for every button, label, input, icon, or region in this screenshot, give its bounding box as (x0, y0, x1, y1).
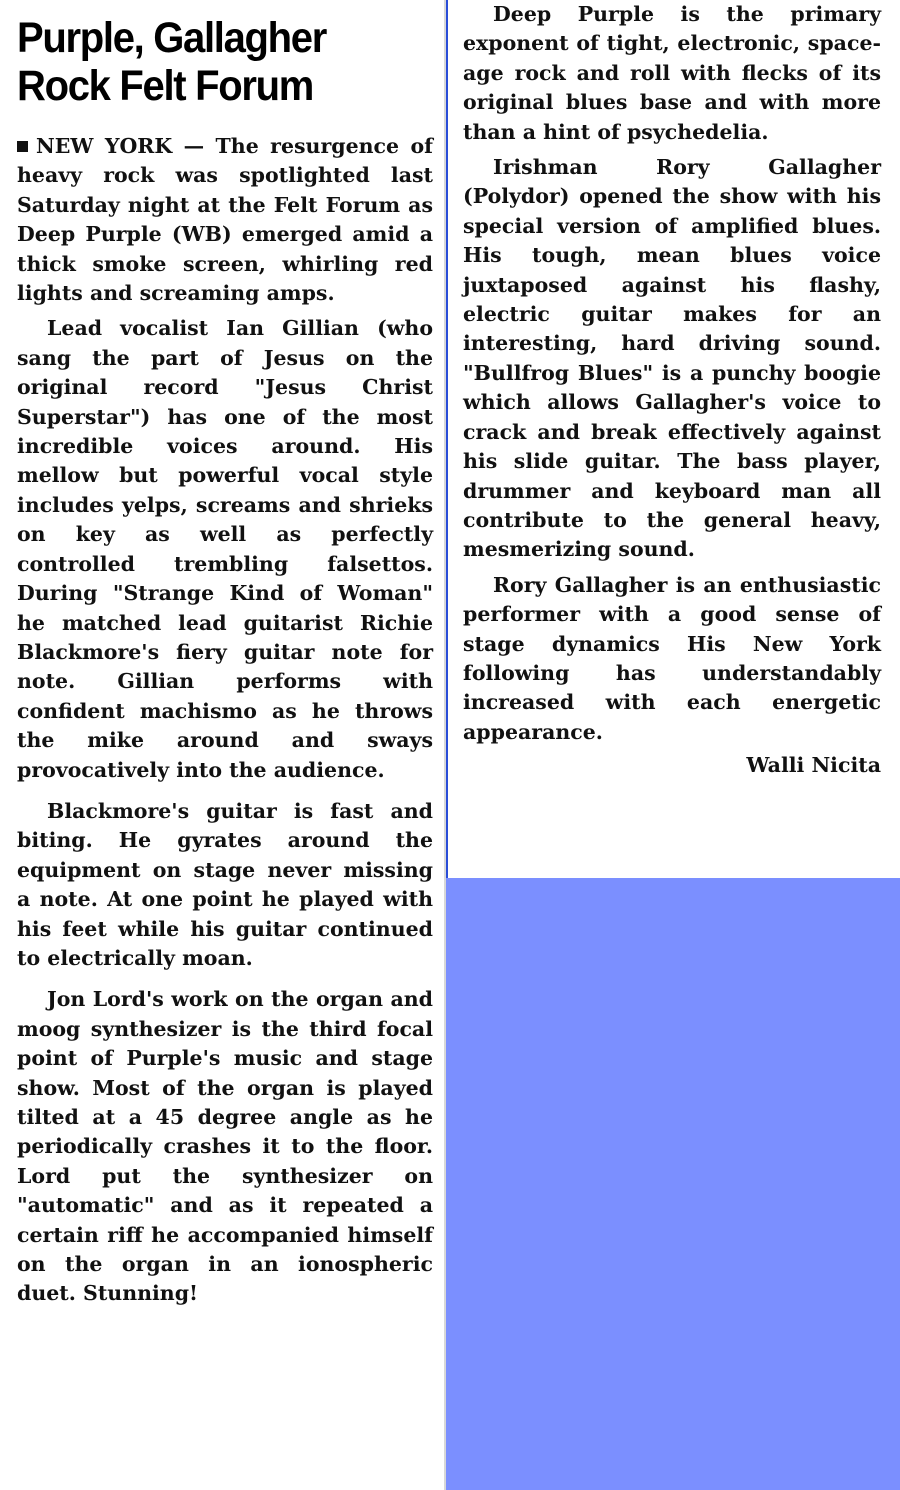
headline-line-2: Rock Felt Forum (17, 62, 313, 110)
dateline: NEW YORK — (36, 134, 205, 158)
paragraph-lord: Jon Lord's work on the organ and moog synthesizer is the third focal point of Purple's music and stage show. Most of the organ is played tilted at a 45 degree angle as he periodically crashes it to the floor. Lord put the synthesizer on "automatic" and as it repeated a certain riff he accompanied himself on the organ in an ionospheric duet. Stunning! (17, 987, 433, 1306)
bullet-icon (17, 141, 28, 152)
blue-background-fill (446, 878, 900, 1490)
lead-text: The resurgence of heavy rock was spotlighted last Saturday night at the Felt Forum as Deep Purple (WB) emerged amid a thick smoke screen, whirling red lights and screaming amps. (17, 134, 433, 306)
right-article-column (463, 0, 881, 781)
paragraph-blackmore: Blackmore's guitar is fast and biting. He gyrates around the equipment on stage never missing a note. At one point he played with his feet while his guitar continued to electrically moan. (17, 798, 433, 970)
paragraph-gillian: Lead vocalist Ian Gillian (who sang the part of Jesus on the original record "Jesus Christ Superstar") has one of the most incredible voices around. His mellow but powerful vocal style includes yelps, screams and shrieks on key as well as perfectly controlled trembling falsettos. During "Strange Kind of Woman" he matched lead guitarist Richie Blackmore's fiery guitar note for note. Gillian performs with confident machismo as he throws the mike around and sways provocatively into the audience. (17, 316, 433, 782)
paragraph-deep-purple: Deep Purple is the primary exponent of tight, electronic, space-age rock and roll with flecks of its original blues base and with more than a hint of psychedelia. (463, 2, 881, 144)
paragraph-gallagher: Irishman Rory Gallagher (Polydor) opened the show with his special version of amplified blues. His tough, mean blues voice juxtaposed against his flashy, electric guitar makes for an interesting, hard driving sound. "Bullfrog Blues" is a punchy boogie which allows Gallagher's voice to crack and break effectively against his slide guitar. The bass player, drummer and keyboard man all contribute to the general heavy, mesmerizing sound. (463, 155, 881, 562)
paragraph-enthusiastic: Rory Gallagher is an enthusiastic performer with a good sense of stage dynamics His New York following has understandably increased with each energetic appearance. (463, 572, 881, 744)
column-divider (446, 0, 448, 878)
headline-line-1: Purple, Gallagher (17, 14, 327, 62)
left-clipping (0, 0, 446, 1490)
paragraph-lead (17, 132, 433, 308)
left-article-column (17, 132, 433, 1309)
byline: Walli Nicita (746, 753, 881, 778)
headline (17, 14, 408, 110)
